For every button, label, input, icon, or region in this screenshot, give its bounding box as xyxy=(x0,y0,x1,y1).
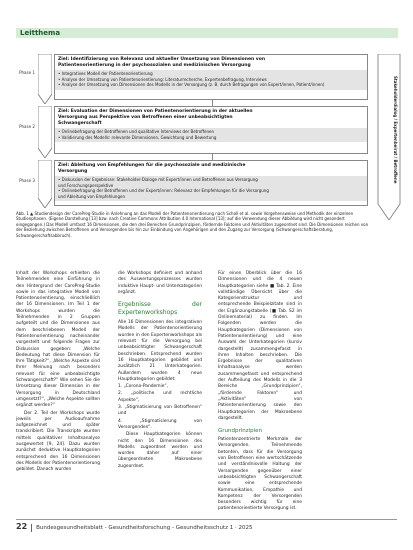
section-heading-results: Ergebnisse der Expertenworkshops xyxy=(118,301,202,317)
paragraph: Patientenzentrierte Merkmale der Versorgenden. Teilnehmende betonten, dass für die Versorgung von Betroffenen eine wertschätzende und verständnisvolle Haltung der Versorgenden gegenüber einer unbeabsichtigten Schwangerschaft sowie eine entsprechende Kommunikation, Empathie und Kompetenz der Versorgenden besonders wichtig für eine patientenorientierte Versorgung ist. xyxy=(218,437,302,512)
phase-3-arrow-icon xyxy=(38,160,52,208)
list-item: 4. „Stigmatisierung von Versorgenden“. xyxy=(118,418,202,430)
paragraph: Alle 16 Dimensionen des integrativen Modells der Patientenorientierung wurden in den Expertenworkshops als relevant für die Versorgung bei unbeabsichtigter Schwangerschaft beschrieben. Entsprechend wurden 16 Hauptkategorien gebildet und zusätzlich 21 Unterkategorien. Außerdem wurden 4 neue Hauptkategorien gebildet: xyxy=(118,320,202,382)
list-item: 3. „Stigmatisierung von Betroffenen“ und xyxy=(118,405,202,417)
phase-1-goal: Ziel: Identifizierung von Relevanz und aktueller Umsetzung von Dimensionen von Patientenorientierung in der psychosozialen und medizinischen Versorgung xyxy=(58,57,266,68)
phase-3-methods: • Diskussion der Ergebnisse: Stakeholder-Dialoge mit Expert/innen und Betroffenen aus Versorgung und Forschungsperspektive • Onlinebefragung der Betroffenen und der Expert/innen: Relevanz der Empfehlungen für die Versorgung und Ableitung von Empfehlungen xyxy=(55,176,367,201)
section-header xyxy=(16,28,398,38)
paragraph: Diese Hauptkategorien können nicht den 16 Dimensionen des Modells zugeordnet werden und wurden daher auf einer übergeordneten Makroebene zugeordnet. xyxy=(118,432,202,469)
list-item: 1. „Corona-Pandemie“, xyxy=(118,384,169,390)
text-column-3 xyxy=(218,271,302,514)
side-arrow-label: Stakeholderdialog / Expertenbeirat / Betroffene xyxy=(393,76,398,184)
footer-separator xyxy=(31,524,32,532)
text-column-1 xyxy=(16,271,100,475)
phase-label-3: Phase 3 xyxy=(19,178,35,183)
phase-label-2: Phase 2 xyxy=(19,124,35,129)
section-header-title: Leitthema xyxy=(20,29,61,37)
phase-3-box xyxy=(54,160,368,206)
section-heading-principles: Grundprinzipien xyxy=(218,428,263,435)
phase-3-goal: Ziel: Ableitung von Empfehlungen für die psychosoziale und medizinische Versorgung xyxy=(58,163,246,174)
phase-1-box xyxy=(54,54,368,100)
footer-divider xyxy=(16,519,397,520)
text-column-2 xyxy=(118,271,202,471)
phase-label-1: Phase 1 xyxy=(19,70,35,75)
phase-2-goal: Ziel: Evaluation der Dimensionen von Patientenorientierung in der aktuellen Versorgung aus Perspektive von Betroffenen einer unbeabsichtigten Schwangerschaft xyxy=(58,109,253,126)
page-footer xyxy=(16,522,253,532)
phase-2-box xyxy=(54,106,368,154)
phase-1-arrow-icon xyxy=(38,54,52,104)
phase-2-methods: • Onlinebefragung der Betroffenen und qualitative Interviews der Betroffenen • Validierung des Modells: relevante Dimensionen, Gewichtung und Bewertung xyxy=(55,128,367,142)
paragraph: Inhalt der Workshops erhielten die Teilnehmenden eine Einführung in den Hintergrund der CarePreg-Studie sowie in das integrative Modell von Patientenorientierung, einschließlich der 16 Dimensionen. Im Teil 1 der Workshops wurden die Teilnehmenden in 2 Gruppen aufgeteilt und die Dimensionen aus dem beschriebenen Modell der Patientenorientierung nacheinander vorgestellt und folgende Fragen zur Diskussion gegeben: „Welche Bedeutung hat diese Dimension für Ihre Tätigkeit?“, „Welche Aspekte sind Ihrer Meinung nach besonders relevant für eine unbeabsichtigte Schwangerschaft?“ Wie sehen Sie die Umsetzung dieser Dimension in der Versorgung in Deutschland umgesetzt?“, „Welche Aspekte sollten ergänzt werden?“ xyxy=(16,271,100,409)
page-number: 22 xyxy=(16,522,28,531)
phase-1-methods: • Integratives Modell der Patientenorientierung • Analyse der Umsetzung von Patientenorientierung: Literaturrecherche, Expertenbefragung, Interviews • Analyse der Umsetzung von Dimensionen des Modells in der Versorgung (z. B. durch Befragungen von Expert/innen, Patient/innen) xyxy=(55,70,367,90)
list-item: 2. „politische und rechtliche Aspekte“, xyxy=(118,391,202,403)
phase-2-arrow-icon xyxy=(38,106,52,158)
paragraph: die Workshops definiert und anhand des Auswertungsprozesses wurden induktive Haupt- und Unterkategorien ergänzt. xyxy=(118,271,202,295)
paragraph: Der 2. Teil der Workshops wurde jeweils per Audioaufnahme aufgezeichnet und später transkribiert. Die Transkripte wurden mittels qualitativer Inhaltsanalyse ausgewertet [9, 24]. Dazu wurden zunächst deduktive Hauptkategorien entsprechend den 16 Dimensionen des Modells der Patientenorientierung gebildet. Danach wurden xyxy=(16,410,100,473)
paragraph: Für einen Überblick über die 16 Dimensionen und die 4 neuen Hauptkategorien siehe ■ Tab. 2. Eine vollständige Übersicht über die Kategorienstruktur und entsprechende Beispielzitate sind in der Ergänzungstabelle (■ Tab. S2 im Onlinematerial) zu finden. Im Folgenden werden die Hauptkategorien (Dimensionen von Patientenorientierung) und eine Auswahl der Unterkategorien (kursiv dargestellt) zusammengefasst in ihren Inhalten beschrieben. Die Ergebnisse der qualitativen Inhaltsanalyse werden zusammengefasst und entsprechend der Aufteilung des Modells in die 3 Bereiche „Grundprinzipien“, „fördernde Faktoren“ und „Aktivitäten“ von Patientenorientierung sowie den Hauptkategorien der Makroebene dargestellt. xyxy=(218,271,302,421)
journal-name: Bundesgesundheitsblatt - Gesundheitsforschung - Gesundheitsschutz 1 · 2025 xyxy=(36,525,253,531)
figure-caption: Abb. 1 ▲ Studiendesign der CarePreg-Studie in Anlehnung an das Modell der Patientenorientierung nach Scholl et al. sowie Vorgehensweise und Methodik der einzelnen Studienphasen. (Eigene Darstellung [13] bzw. nach Creative Commons Attribution 4.0 International [13]; auf die Verwendung dieser Abbildung wird nicht gesondert eingegangen.) Das Modell umfasst 16 Dimensionen, die den drei Bereichen Grundprinzipien, fördernde Faktoren und Aktivitäten zugeordnet sind. Die Dimensionen reichen von der Beziehung zwischen Betroffenen und Versorgenden bis hin zur Einbindung von Angehörigen und den Zugang zur Versorgung (Schwangerschaftsberatung, Schwangerschaftsabbruch). xyxy=(16,211,369,238)
